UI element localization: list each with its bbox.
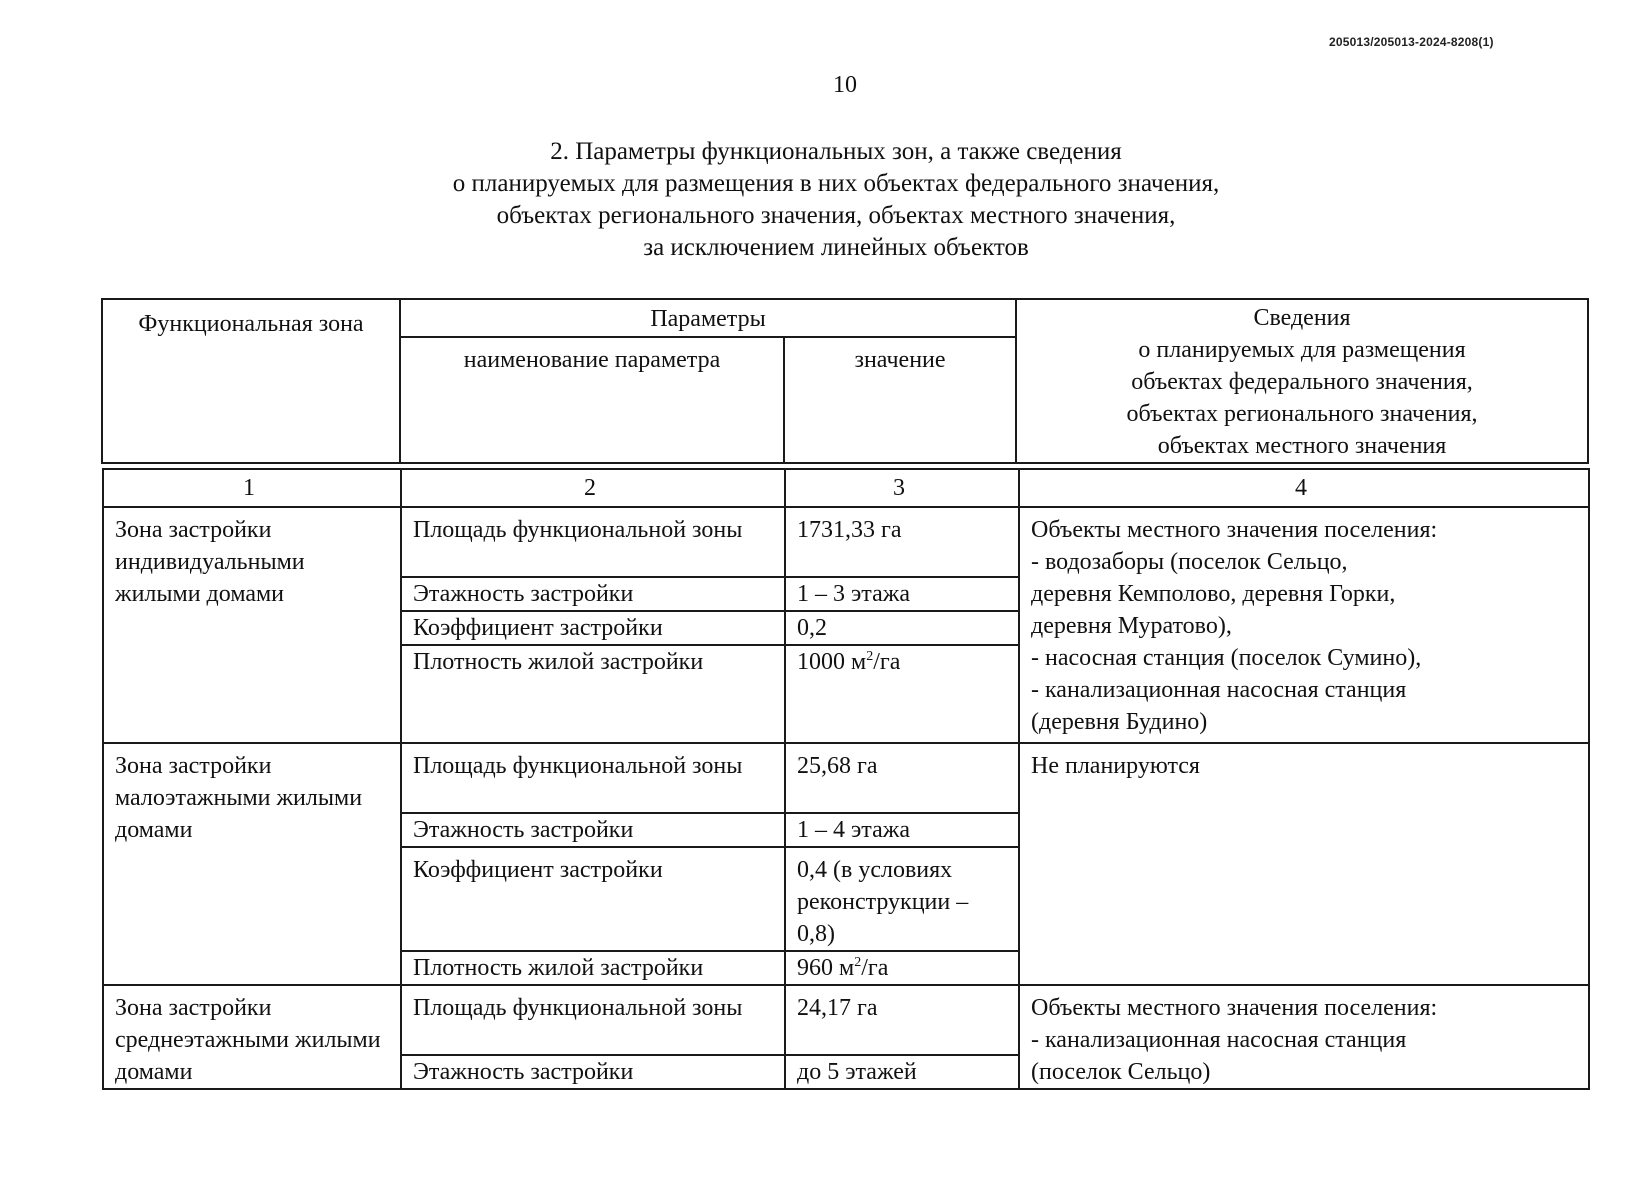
value-unit: /га bbox=[873, 649, 901, 675]
param-value bbox=[785, 951, 1019, 985]
document-registration-code: 205013/205013-2024-8208(1) bbox=[1329, 35, 1494, 49]
param-value bbox=[785, 645, 1019, 743]
zone-info bbox=[1019, 985, 1589, 1089]
header-info-line: объектах федерального значения, bbox=[1131, 369, 1473, 395]
param-value: 24,17 га bbox=[785, 985, 1019, 1055]
header-info-line: Сведения bbox=[1253, 305, 1351, 331]
column-number: 1 bbox=[103, 469, 401, 507]
header-param-value: значение bbox=[784, 337, 1016, 463]
info-line: Объекты местного значения поселения: bbox=[1031, 517, 1438, 543]
heading-line: за исключением линейных объектов bbox=[643, 234, 1029, 261]
section-heading bbox=[300, 136, 1372, 264]
param-name: Коэффициент застройки bbox=[401, 847, 785, 951]
info-line: Объекты местного значения поселения: bbox=[1031, 995, 1438, 1021]
param-name: Площадь функциональной зоны bbox=[401, 985, 785, 1055]
info-line: - канализационная насосная станция bbox=[1031, 677, 1407, 703]
info-line: (деревня Будино) bbox=[1031, 709, 1208, 735]
param-value: 0,4 (в условиях реконструкции – 0,8) bbox=[785, 847, 1019, 951]
zone-name: Зона застройки индивидуальными жилыми домами bbox=[103, 507, 401, 743]
param-name: Плотность жилой застройки bbox=[401, 645, 785, 743]
param-value: 1 – 4 этажа bbox=[785, 813, 1019, 847]
param-value: 1 – 3 этажа bbox=[785, 577, 1019, 611]
header-param-name: наименование параметра bbox=[400, 337, 784, 463]
heading-line: объектах регионального значения, объектах местного значения, bbox=[496, 202, 1176, 229]
param-value: 1731,33 га bbox=[785, 507, 1019, 577]
info-line: деревня Муратово), bbox=[1031, 613, 1232, 639]
header-zone: Функциональная зона bbox=[102, 299, 400, 463]
param-name: Этажность застройки bbox=[401, 813, 785, 847]
info-line: (поселок Сельцо) bbox=[1031, 1059, 1211, 1085]
value-superscript: 2 bbox=[866, 649, 874, 664]
info-line: - канализационная насосная станция bbox=[1031, 1027, 1407, 1053]
zone-info bbox=[1019, 743, 1589, 985]
param-value: до 5 этажей bbox=[785, 1055, 1019, 1089]
zone-name: Зона застройки малоэтажными жилыми домами bbox=[103, 743, 401, 985]
info-line: Не планируются bbox=[1031, 753, 1200, 779]
table-row bbox=[103, 507, 1589, 577]
value-number: 1000 м bbox=[797, 649, 867, 675]
param-name: Площадь функциональной зоны bbox=[401, 743, 785, 813]
column-number: 4 bbox=[1019, 469, 1589, 507]
info-line: деревня Кемполово, деревня Горки, bbox=[1031, 581, 1396, 607]
column-number: 3 bbox=[785, 469, 1019, 507]
header-info-line: о планируемых для размещения bbox=[1138, 337, 1466, 363]
value-number: 960 м bbox=[797, 955, 855, 981]
heading-line: 2. Параметры функциональных зон, а также сведения bbox=[550, 138, 1122, 165]
table-header bbox=[101, 298, 1589, 464]
column-number: 2 bbox=[401, 469, 785, 507]
value-unit: /га bbox=[861, 955, 889, 981]
param-name: Коэффициент застройки bbox=[401, 611, 785, 645]
table-row bbox=[103, 743, 1589, 813]
header-info-line: объектах местного значения bbox=[1157, 433, 1447, 459]
zone-name: Зона застройки среднеэтажными жилыми домами bbox=[103, 985, 401, 1089]
info-line: - насосная станция (поселок Сумино), bbox=[1031, 645, 1422, 671]
zones-table bbox=[102, 468, 1590, 1090]
page-number: 10 bbox=[833, 72, 857, 98]
value-superscript: 2 bbox=[854, 955, 862, 970]
zone-info bbox=[1019, 507, 1589, 743]
param-value: 25,68 га bbox=[785, 743, 1019, 813]
header-parameters: Параметры bbox=[400, 299, 1016, 337]
header-info bbox=[1016, 299, 1588, 463]
param-value: 0,2 bbox=[785, 611, 1019, 645]
heading-line: о планируемых для размещения в них объектах федерального значения, bbox=[452, 170, 1220, 197]
param-name: Плотность жилой застройки bbox=[401, 951, 785, 985]
param-name: Этажность застройки bbox=[401, 1055, 785, 1089]
param-name: Этажность застройки bbox=[401, 577, 785, 611]
header-info-line: объектах регионального значения, bbox=[1126, 401, 1478, 427]
table-row bbox=[103, 985, 1589, 1055]
column-number-row bbox=[103, 469, 1589, 507]
param-name: Площадь функциональной зоны bbox=[401, 507, 785, 577]
info-line: - водозаборы (поселок Сельцо, bbox=[1031, 549, 1348, 575]
